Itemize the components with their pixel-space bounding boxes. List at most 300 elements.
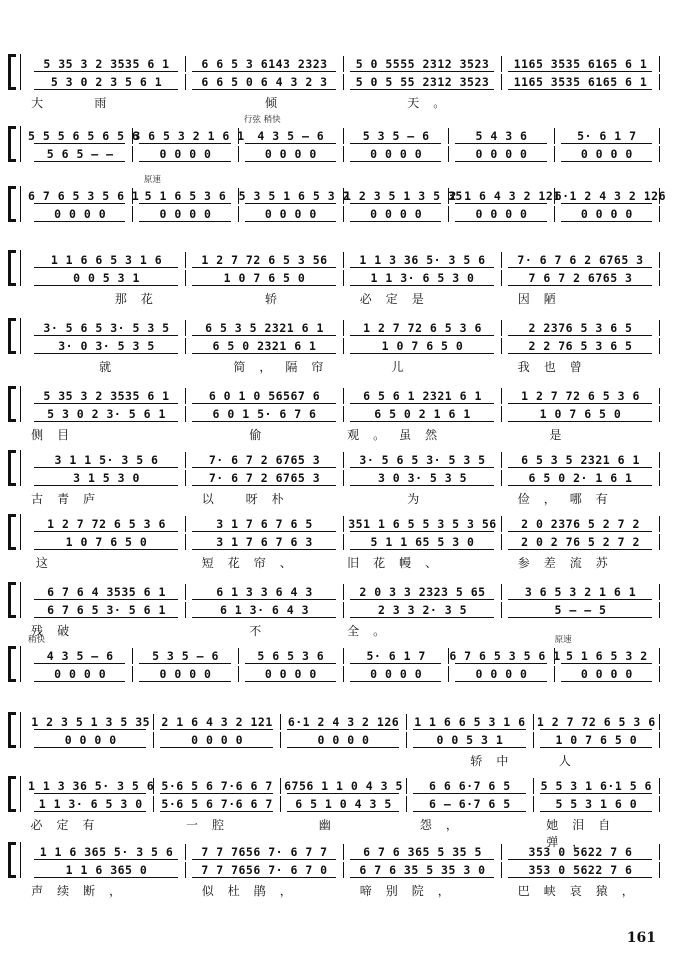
measure: 7 6 7 2 6765 3 <box>502 270 660 286</box>
measure: 0 0 0 0 <box>281 732 407 748</box>
beam-line <box>561 681 652 682</box>
measure: 5·6 5 6 7·6 6 7 <box>154 778 280 794</box>
lower-staff-row <box>28 270 668 286</box>
measure: 2 0 3 3 2323 5 65 <box>344 584 502 600</box>
lyrics-row <box>28 358 668 374</box>
measure: 5 1 1 65 5 3 0 <box>344 534 502 550</box>
beam-line <box>350 161 441 162</box>
beam-line <box>413 811 525 812</box>
lower-staff-row <box>28 74 668 90</box>
measure: 0 0 0 0 <box>449 666 554 682</box>
measure: 4 3 5 — 6 <box>239 128 344 144</box>
score-system <box>28 580 668 650</box>
lower-staff-row <box>28 206 668 222</box>
measure: 0 0 0 0 <box>555 146 660 162</box>
measure: 0 0 0 0 <box>133 206 238 222</box>
measure: 1 2 7 72 6 5 3 6 <box>534 714 660 730</box>
measure: 5 1 6 5 3 6 <box>133 188 238 204</box>
beam-line <box>34 421 178 422</box>
lyric-text: 声续断， <box>31 884 136 898</box>
measure: 5 — — 5 <box>502 602 660 618</box>
beam-line <box>192 353 336 354</box>
measure: 1 0 7 6 5 0 <box>344 338 502 354</box>
measure: 353 0 5622 7 6 <box>502 862 660 878</box>
beam-line <box>34 729 146 730</box>
beam-line <box>192 403 336 404</box>
measure: 6 6 5 3 6143 2323 <box>186 56 344 72</box>
measure: 1 0 7 6 5 0 <box>502 406 660 422</box>
measure: 1 2 3 5 1 3 5 35 <box>28 714 154 730</box>
measure: 1 1 6 6 5 3 1 6 <box>28 252 186 268</box>
lyric-text: 侧目 <box>31 428 84 442</box>
beam-line <box>287 747 399 748</box>
beam-line <box>34 747 146 748</box>
measure: 0 0 0 0 <box>344 666 449 682</box>
beam-line <box>350 421 494 422</box>
measure: 3 6 5 3 2 1 6 1 <box>133 129 245 143</box>
measure: 5 0 5 55 2312 3523 <box>344 74 502 90</box>
beam-line <box>139 161 230 162</box>
measure: 7· 6 7 2 6765 3 <box>186 452 344 468</box>
measure: 6 7 6 4 3535 6 1 <box>28 584 186 600</box>
system-start-line <box>20 386 21 422</box>
beam-line <box>561 203 652 204</box>
lyric-text: 全。 <box>347 624 400 638</box>
beam-line <box>561 143 652 144</box>
score-system <box>28 316 668 386</box>
lyric-text: 不 <box>249 624 276 638</box>
measure: 0 0 5 3 1 <box>407 732 533 748</box>
measure: 1 1 3· 6 5 3 0 <box>344 270 502 286</box>
beam-line <box>34 161 125 162</box>
beam-line <box>413 747 525 748</box>
beam-line <box>350 285 494 286</box>
measure: 5· 6 1 7 <box>344 648 449 664</box>
measure: 1 1 3· 6 5 3 0 <box>28 796 154 812</box>
measure: 1 2 7 72 6 5 3 6 <box>28 516 186 532</box>
lyric-text: 这 <box>35 556 62 570</box>
beam-line <box>413 793 525 794</box>
lower-staff-row <box>28 338 668 354</box>
beam-line <box>192 485 336 486</box>
measure: 6 7 6 5 3· 5 6 1 <box>28 602 186 618</box>
beam-line <box>350 267 494 268</box>
lyric-text: 儿 <box>391 360 418 374</box>
measure: 0 0 0 0 <box>555 666 660 682</box>
lyric-text: 大 <box>31 96 58 110</box>
score-system <box>28 840 668 910</box>
beam-line <box>508 599 652 600</box>
measure: 0 0 0 0 <box>28 666 133 682</box>
measure: 6 7 6 365 5 35 5 <box>344 844 502 860</box>
measure: 7· 6 7 2 6765 3 <box>186 470 344 486</box>
beam-line <box>34 531 178 532</box>
lyric-text: 轿 <box>265 292 292 306</box>
beam-line <box>508 531 652 532</box>
upper-staff-row <box>28 188 668 204</box>
upper-staff-row <box>28 452 668 468</box>
score-system <box>28 248 668 318</box>
measure: 0 0 0 0 <box>449 206 554 222</box>
measure: 6·1 2 4 3 2 126 <box>281 714 407 730</box>
beam-line <box>350 403 494 404</box>
measure: 5 3 5 — 6 <box>133 648 238 664</box>
measure: 2 3 3 2· 3 5 <box>344 602 502 618</box>
system-start-line <box>20 776 21 812</box>
measure: 5 1 6 5 3 2 <box>555 648 660 664</box>
beam-line <box>245 681 336 682</box>
beam-line <box>139 663 230 664</box>
measure: 1 2 7 72 6 5 3 6 <box>502 388 660 404</box>
measure: 1 1 3 36 5· 3 5 6 <box>28 779 155 793</box>
measure: 6 7 6 5 3 5 6 1 <box>28 189 140 203</box>
beam-line <box>350 877 494 878</box>
beam-line <box>34 89 178 90</box>
measure: 5 4 3 6 <box>449 128 554 144</box>
beam-line <box>350 89 494 90</box>
lyric-text: 旧花幔、 <box>347 556 452 570</box>
lower-staff-row <box>28 470 668 486</box>
measure: 2 2376 5 3 6 5 <box>502 320 660 336</box>
lyric-text: 我也曾 <box>517 360 596 374</box>
lyric-text: 简，隔帘 <box>233 360 338 374</box>
beam-line <box>508 467 652 468</box>
beam-line <box>34 71 178 72</box>
lyric-text: 残破 <box>31 624 84 638</box>
measure: 3 1 1 5· 3 5 6 <box>28 452 186 468</box>
lyric-text: 因陋 <box>517 292 570 306</box>
beam-line <box>139 221 230 222</box>
lyric-text: 啼别院， <box>359 884 464 898</box>
upper-staff-row <box>28 128 668 144</box>
lyric-text: 古青庐 <box>31 492 110 506</box>
measure: 6 0 1 0 56567 6 <box>186 388 344 404</box>
lyric-text: 观。虽然 <box>347 428 452 442</box>
beam-line <box>34 267 178 268</box>
system-start-line <box>20 250 21 286</box>
measure: 1 2 3 5 1 3 5 35 <box>344 189 463 203</box>
beam-line <box>350 335 494 336</box>
beam-line <box>561 221 652 222</box>
beam-line <box>192 531 336 532</box>
beam-line <box>192 859 336 860</box>
beam-line <box>350 485 494 486</box>
measure: 0 0 0 0 <box>449 146 554 162</box>
score-system <box>28 52 668 122</box>
beam-line <box>540 747 652 748</box>
beam-line <box>508 267 652 268</box>
lyrics-row <box>28 622 668 638</box>
measure: 0 0 0 0 <box>344 146 449 162</box>
measure: 6756 1 1 0 4 3 5 <box>281 778 407 794</box>
measure: 1 0 7 6 5 0 <box>28 534 186 550</box>
beam-line <box>350 143 441 144</box>
beam-line <box>34 335 178 336</box>
beam-line <box>34 663 125 664</box>
measure: 5 5 3 1 6·1 5 6 <box>534 778 660 794</box>
page-number: 161 <box>626 930 656 946</box>
beam-line <box>508 403 652 404</box>
lyric-text: 轿中 <box>470 754 523 768</box>
lyric-text: 必定是 <box>359 292 438 306</box>
beam-line <box>245 221 336 222</box>
measure: 3 0 3· 5 3 5 <box>344 470 502 486</box>
score-system <box>28 710 668 780</box>
beam-line <box>508 485 652 486</box>
lyric-text: 短花帘、 <box>201 556 306 570</box>
system-start-line <box>20 646 21 682</box>
upper-staff-row <box>28 320 668 336</box>
measure: 6 — 6·7 6 5 <box>407 796 533 812</box>
measure: 3 6 5 3 2 1 6 1 <box>502 584 660 600</box>
measure: 0 0 0 0 <box>154 732 280 748</box>
beam-line <box>350 353 494 354</box>
measure: 0 0 5 3 1 <box>28 270 186 286</box>
lyric-text: 倾 <box>265 96 292 110</box>
lower-staff-row <box>28 862 668 878</box>
measure: 0 0 0 0 <box>239 666 344 682</box>
measure: 6 5 6 1 2321 6 1 <box>344 388 502 404</box>
measure: 1 1 6 6 5 3 1 6 <box>407 714 533 730</box>
score-system <box>28 448 668 518</box>
beam-line <box>34 485 178 486</box>
beam-line <box>508 549 652 550</box>
beam-line <box>350 467 494 468</box>
beam-line <box>34 617 178 618</box>
measure: 353 0 5622 7 6 <box>502 844 660 860</box>
beam-line <box>192 267 336 268</box>
measure: 5 3 5 1 6 5 3 2 <box>238 189 351 203</box>
lyric-text: 幽 <box>318 818 345 832</box>
measure: 1 2 7 72 6 5 3 56 <box>186 252 344 268</box>
upper-staff-row <box>28 56 668 72</box>
measure: 3 1 7 6 7 6 3 <box>186 534 344 550</box>
beam-line <box>455 161 546 162</box>
measure: 1 1 3 36 5· 3 5 6 <box>344 252 502 268</box>
measure: 6·1 2 4 3 2 126 <box>554 189 667 203</box>
beam-line <box>508 353 652 354</box>
beam-line <box>34 859 178 860</box>
score-system <box>28 774 668 849</box>
lyric-text: 必定有 <box>30 818 109 832</box>
beam-line <box>192 877 336 878</box>
system-start-line <box>20 582 21 618</box>
measure: 5 6 5 — — <box>28 146 133 162</box>
beam-line <box>455 203 546 204</box>
beam-line <box>139 143 230 144</box>
beam-line <box>350 599 494 600</box>
measure: 0 0 0 0 <box>239 206 344 222</box>
measure: 6 6 6·7 6 5 <box>407 778 533 794</box>
lyric-text: 她泪自弹， <box>546 818 625 849</box>
measure: 5 3 0 2 3 5 6 1 <box>28 74 186 90</box>
beam-line <box>287 811 399 812</box>
beam-line <box>508 877 652 878</box>
beam-line <box>455 221 546 222</box>
measure: 1165 3535 6165 6 1 <box>502 74 660 90</box>
score-system <box>28 635 668 714</box>
beam-line <box>192 89 336 90</box>
beam-line <box>192 335 336 336</box>
measure: 2 0 2 76 5 2 7 2 <box>502 534 660 550</box>
measure: 5 5 3 1 6 0 <box>534 796 660 812</box>
measure: 1 0 7 6 5 0 <box>186 270 344 286</box>
measure: 6 5 1 0 4 3 5 <box>281 796 407 812</box>
beam-line <box>160 811 272 812</box>
lyric-text: 是 <box>549 428 576 442</box>
beam-line <box>350 549 494 550</box>
beam-line <box>350 71 494 72</box>
measure: 0 0 0 0 <box>555 206 660 222</box>
beam-line <box>350 531 494 532</box>
beam-line <box>245 143 336 144</box>
measure: 1 1 6 365 0 <box>28 862 186 878</box>
system-start-line <box>20 54 21 90</box>
tempo-marker: 原速 <box>554 635 572 645</box>
lyrics-row <box>28 554 668 570</box>
lyric-text: 巴峡哀猿， <box>517 884 648 898</box>
measure: 0 0 0 0 <box>28 206 133 222</box>
measure: 6 5 0 2· 1 6 1 <box>502 470 660 486</box>
measure: 5 6 5 3 6 <box>239 648 344 664</box>
lyric-text: 天。 <box>407 96 460 110</box>
system-start-line <box>20 186 21 222</box>
measure: 6 7 6 35 5 35 3 0 <box>344 862 502 878</box>
beam-line <box>455 663 546 664</box>
beam-line <box>455 143 546 144</box>
beam-line <box>455 681 546 682</box>
lower-staff-row <box>28 146 668 162</box>
measure: 6 5 0 2 1 6 1 <box>344 406 502 422</box>
lyric-text: 那花 <box>114 292 167 306</box>
beam-line <box>34 403 178 404</box>
upper-staff-row <box>28 844 668 860</box>
measure: 3· 0 3· 5 3 5 <box>28 338 186 354</box>
beam-line <box>561 161 652 162</box>
beam-line <box>192 71 336 72</box>
beam-line <box>192 285 336 286</box>
lower-staff-row <box>28 666 668 682</box>
beam-line <box>413 729 525 730</box>
beam-line <box>34 221 125 222</box>
tempo-marker: 稍快 <box>28 635 46 645</box>
measure: 1 2 7 72 6 5 3 6 <box>344 320 502 336</box>
measure: 0 0 0 0 <box>28 732 154 748</box>
beam-line <box>350 859 494 860</box>
beam-line <box>192 421 336 422</box>
lower-staff-row <box>28 732 668 748</box>
beam-line <box>350 203 441 204</box>
beam-line <box>139 203 230 204</box>
lyric-text: 似杜鹃， <box>201 884 306 898</box>
beam-line <box>508 285 652 286</box>
beam-line <box>508 859 652 860</box>
measure: 1 1 6 365 5· 3 5 6 <box>28 844 186 860</box>
measure: 5 35 3 2 3535 6 1 <box>28 388 186 404</box>
measure: 5 0 5555 2312 3523 <box>344 56 502 72</box>
system-start-line <box>20 712 21 748</box>
tempo-marker: 原速 <box>143 175 161 185</box>
beam-line <box>350 221 441 222</box>
lyrics-row <box>28 490 668 506</box>
system-start-line <box>20 450 21 486</box>
measure: 1 0 7 6 5 0 <box>534 732 660 748</box>
measure: 3 1 7 6 7 6 5 <box>186 516 344 532</box>
beam-line <box>350 681 441 682</box>
beam-line <box>34 681 125 682</box>
beam-line <box>508 71 652 72</box>
lyric-text: 一腔 <box>186 818 239 832</box>
lyric-text: 人 <box>558 754 585 768</box>
beam-line <box>34 353 178 354</box>
beam-line <box>245 663 336 664</box>
lyric-text: 俭，哪有 <box>517 492 622 506</box>
lyrics-row <box>28 94 668 110</box>
beam-line <box>34 203 125 204</box>
beam-line <box>34 877 178 878</box>
measure: 6 1 3· 6 4 3 <box>186 602 344 618</box>
beam-line <box>160 747 272 748</box>
lyrics-row <box>28 882 668 898</box>
lyrics-row <box>28 752 668 768</box>
beam-line <box>34 285 178 286</box>
system-start-line <box>20 842 21 878</box>
measure: 2 1 6 4 3 2 121 <box>154 714 280 730</box>
measure: 6 5 0 2321 6 1 <box>186 338 344 354</box>
measure: 2 0 2376 5 2 7 2 <box>502 516 660 532</box>
upper-staff-row <box>28 648 668 664</box>
beam-line <box>540 793 652 794</box>
upper-staff-row <box>28 778 668 794</box>
measure: 6 6 5 0 6 4 3 2 3 <box>186 74 344 90</box>
upper-staff-row <box>28 388 668 404</box>
beam-line <box>350 617 494 618</box>
score-system <box>28 175 668 254</box>
beam-line <box>192 549 336 550</box>
measure: 1165 3535 6165 6 1 <box>502 56 660 72</box>
beam-line <box>508 421 652 422</box>
beam-line <box>508 89 652 90</box>
beam-line <box>34 793 146 794</box>
lyrics-row <box>28 816 668 849</box>
measure: 0 0 0 0 <box>239 146 344 162</box>
measure: 5 3 5 — 6 <box>344 128 449 144</box>
beam-line <box>192 599 336 600</box>
measure: 7· 6 7 6 2 6765 3 <box>502 252 660 268</box>
lyric-text: 以 呀朴 <box>201 492 298 506</box>
measure: 6 0 1 5· 6 7 6 <box>186 406 344 422</box>
beam-line <box>540 811 652 812</box>
score-system <box>28 512 668 582</box>
measure: 4 3 5 — 6 <box>28 648 133 664</box>
measure: 3· 5 6 5 3· 5 3 5 <box>28 320 186 336</box>
beam-line <box>160 793 272 794</box>
beam-line <box>34 143 125 144</box>
beam-line <box>34 467 178 468</box>
measure: 6 5 3 5 2321 6 1 <box>502 452 660 468</box>
measure: 2 2 76 5 3 6 5 <box>502 338 660 354</box>
measure: 5· 6 1 7 <box>555 128 660 144</box>
upper-staff-row <box>28 516 668 532</box>
lower-staff-row <box>28 796 668 812</box>
measure: 0 0 0 0 <box>133 146 238 162</box>
system-start-line <box>20 318 21 354</box>
measure: 6 5 3 5 2321 6 1 <box>186 320 344 336</box>
beam-line <box>508 335 652 336</box>
measure: 0 0 0 0 <box>344 206 449 222</box>
beam-line <box>540 729 652 730</box>
measure: 5·6 5 6 7·6 6 7 <box>154 796 280 812</box>
